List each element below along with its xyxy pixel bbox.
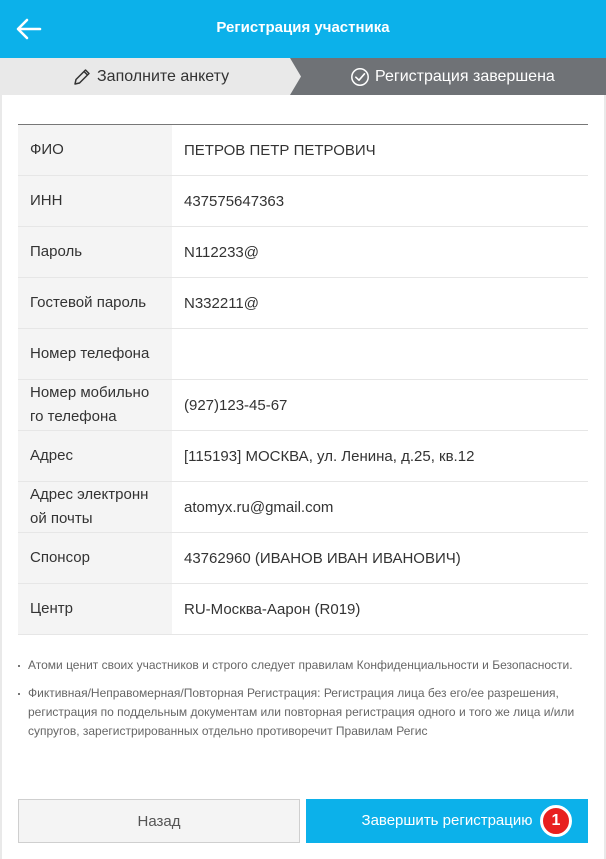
table-row	[18, 329, 588, 380]
row-label-email: Адрес электронной почты	[30, 486, 149, 527]
row-label-mobile: Номер мобильного телефона	[30, 384, 150, 425]
app-header	[0, 0, 606, 58]
row-value-email: atomyx.ru@gmail.com	[172, 482, 588, 533]
row-value-inn: 437575647363	[172, 176, 588, 227]
check-circle-icon	[350, 67, 370, 87]
table-row	[18, 533, 588, 584]
row-value-mobile: (927)123-45-67	[172, 380, 588, 431]
notice-fake-registration: Фиктивная/Неправомерная/Повторная Регистрация: Регистрация лица без его/ее разрешения, регистрация по поддельным документам или повторная регистрация одного и того же лица и/или супругов, зарегистрированных отдельно противоречит Правилам Регис	[18, 684, 578, 741]
finish-registration-button[interactable]: Завершить регистрацию	[306, 799, 588, 843]
table-row	[18, 482, 588, 533]
row-label-password: Пароль	[30, 243, 83, 260]
pencil-icon	[72, 67, 92, 87]
table-row	[18, 380, 588, 431]
row-value-fio: ПЕТРОВ ПЕТР ПЕТРОВИЧ	[172, 125, 588, 176]
progress-steps	[0, 58, 606, 95]
row-label-inn: ИНН	[30, 192, 63, 209]
row-value-sponsor: 43762960 (ИВАНОВ ИВАН ИВАНОВИЧ)	[172, 533, 588, 584]
row-label-fio: ФИО	[30, 141, 64, 158]
table-row	[18, 278, 588, 329]
table-row	[18, 584, 588, 635]
row-label-phone: Номер телефона	[30, 345, 150, 362]
step-registration-complete-label: Регистрация завершена	[375, 67, 555, 85]
row-value-password: N112233@	[172, 227, 588, 278]
notice-privacy: Атоми ценит своих участников и строго следует правилам Конфиденциальности и Безопасности.	[18, 656, 578, 675]
step-fill-form	[72, 58, 229, 95]
table-row	[18, 125, 588, 176]
row-value-address: [115193] МОСКВА, ул. Ленина, д.25, кв.12	[172, 431, 588, 482]
row-value-guest-password: N332211@	[172, 278, 588, 329]
row-value-center: RU-Москва-Аарон (R019)	[172, 584, 588, 635]
registration-summary-table	[18, 124, 588, 635]
table-row	[18, 227, 588, 278]
frame-border-left	[0, 95, 2, 859]
step-registration-complete	[350, 58, 555, 95]
table-row	[18, 176, 588, 227]
row-label-address: Адрес	[30, 447, 73, 464]
page-title: Регистрация участника	[216, 19, 390, 36]
row-value-phone	[172, 329, 588, 380]
step-number-badge: 1	[540, 805, 572, 837]
table-row	[18, 431, 588, 482]
row-label-guest-password: Гостевой пароль	[30, 294, 147, 311]
step-fill-form-label: Заполните анкету	[97, 67, 230, 85]
row-label-center: Центр	[30, 600, 73, 617]
row-label-sponsor: Спонсор	[30, 549, 90, 566]
back-button[interactable]: Назад	[18, 799, 300, 843]
notice-list	[18, 656, 578, 750]
